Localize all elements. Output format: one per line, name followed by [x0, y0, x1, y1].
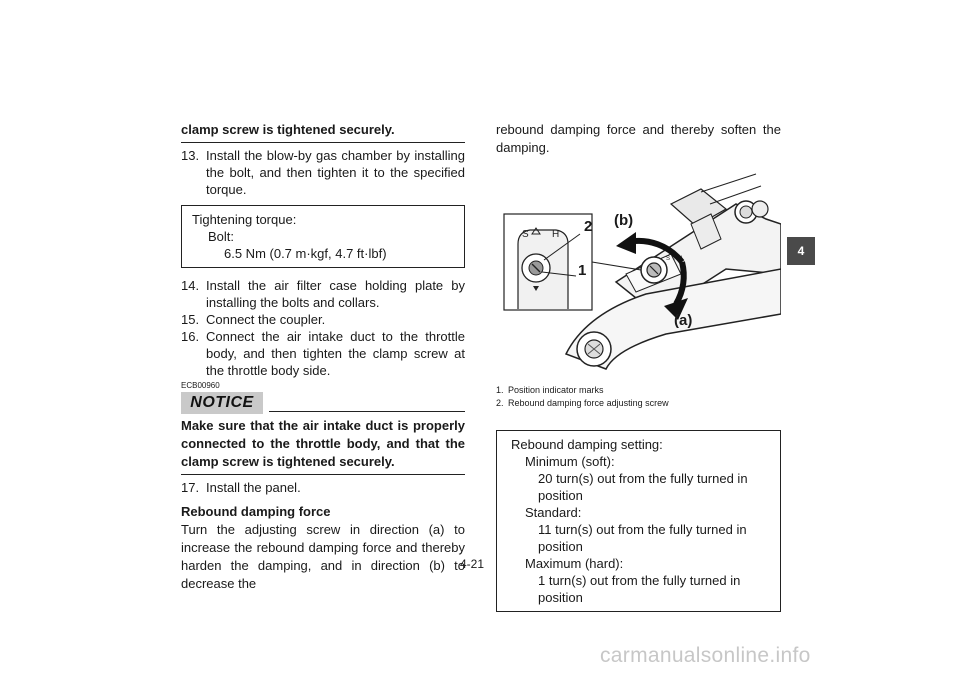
inset-h-mark: H: [552, 229, 560, 240]
notice-badge: NOTICE: [181, 392, 263, 414]
body-paragraph-continued: rebound damping force and thereby soften the damping.: [496, 122, 781, 155]
step-17: 17. Install the panel.: [181, 480, 301, 495]
body-paragraph: Turn the adjusting screw in direction (a) to increase the rebound damping force and thereby harden the damping, and in direction (b) to decrease the: [181, 522, 465, 591]
notice-rule: [269, 411, 465, 412]
torque-item: Bolt:: [208, 229, 235, 244]
figure-captions: [496, 384, 781, 410]
std-value: 11 turn(s) out from the fully turned in position: [538, 522, 747, 554]
notice-text: Make sure that the air intake duct is properly connected to the throttle body, and that the clamp screw is tightened securely.: [181, 418, 465, 469]
page-number: 4-21: [460, 557, 485, 571]
right-column: [496, 121, 781, 612]
watermark: carmanualsonline.info: [600, 644, 811, 667]
divider: [181, 474, 465, 475]
reference-code: ECB00960: [181, 381, 220, 390]
step-16: 16. Connect the air intake duct to the throttle body, and then tighten the clamp screw at the throttle body side.: [181, 329, 465, 378]
step-14: 14. Install the air filter case holding plate by installing the bolts and collars.: [181, 278, 465, 310]
torque-spec-box: [181, 205, 465, 268]
min-value: 20 turn(s) out from the fully turned in position: [538, 471, 748, 503]
left-column: [181, 121, 465, 593]
callout-1: 1: [578, 262, 587, 279]
setting-title: Rebound damping setting:: [511, 437, 663, 452]
shock-absorber-drawing: [496, 164, 781, 376]
notice-header: [181, 392, 465, 414]
svg-text:S ▽ H: S ▽ H: [666, 256, 683, 262]
std-label: Standard:: [525, 505, 582, 520]
max-value: 1 turn(s) out from the fully turned in position: [538, 573, 741, 605]
rebound-setting-box: [496, 430, 781, 612]
step-15: 15. Connect the coupler.: [181, 312, 326, 327]
warning-continuation: clamp screw is tightened securely.: [181, 122, 395, 137]
callout-b: (b): [614, 212, 634, 229]
torque-label: Tightening torque:: [192, 212, 297, 227]
step-13: 13. Install the blow-by gas chamber by installing the bolt, and then tighten it to the specified torque.: [181, 148, 465, 197]
divider: [181, 142, 465, 143]
section-heading: Rebound damping force: [181, 504, 331, 519]
torque-value: 6.5 Nm (0.7 m·kgf, 4.7 ft·lbf): [224, 246, 387, 261]
caption-2: 2. Rebound damping force adjusting screw: [496, 398, 669, 408]
chapter-tab: 4: [787, 237, 815, 265]
caption-1: 1. Position indicator marks: [496, 385, 604, 395]
callout-2: 2: [584, 218, 593, 235]
rebound-adjuster-illustration: [496, 164, 781, 376]
max-label: Maximum (hard):: [525, 556, 624, 571]
inset-s-mark: S: [522, 229, 529, 240]
callout-a: (a): [674, 312, 693, 329]
min-label: Minimum (soft):: [525, 454, 615, 469]
